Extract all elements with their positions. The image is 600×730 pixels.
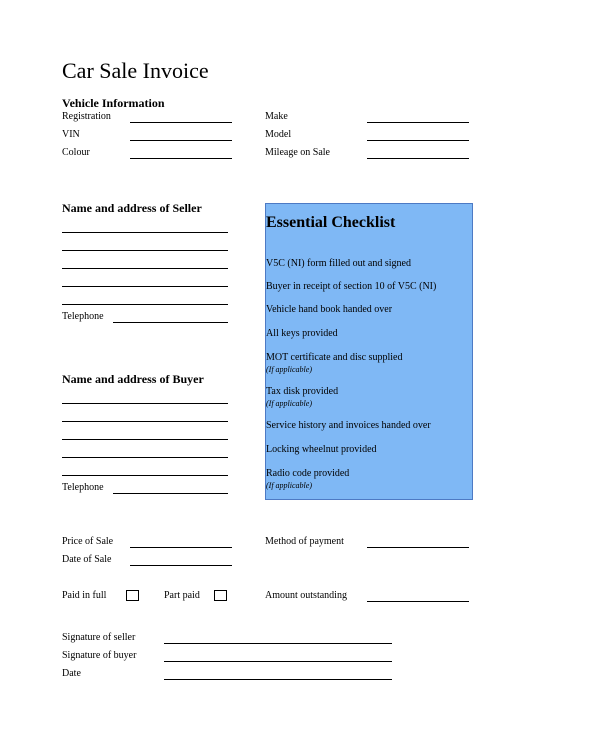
mileage-field[interactable]	[367, 158, 469, 159]
seller-address-line[interactable]	[62, 268, 228, 269]
buyer-telephone-label: Telephone	[62, 482, 104, 493]
checklist-item: Radio code provided	[266, 468, 350, 479]
date-of-sale-label: Date of Sale	[62, 554, 112, 565]
seller-telephone-field[interactable]	[113, 322, 228, 323]
page-title: Car Sale Invoice	[62, 58, 209, 83]
checklist-item: V5C (NI) form filled out and signed	[266, 258, 411, 269]
signature-date-label: Date	[62, 668, 81, 679]
mileage-label: Mileage on Sale	[265, 147, 330, 158]
amount-outstanding-field[interactable]	[367, 601, 469, 602]
price-of-sale-field[interactable]	[130, 547, 232, 548]
checklist-item: All keys provided	[266, 328, 338, 339]
checklist-item: Service history and invoices handed over	[266, 420, 431, 431]
checklist-item: MOT certificate and disc supplied	[266, 352, 403, 363]
part-paid-label: Part paid	[164, 590, 200, 601]
seller-address-line[interactable]	[62, 232, 228, 233]
model-field[interactable]	[367, 140, 469, 141]
signature-date-field[interactable]	[164, 679, 392, 680]
buyer-heading: Name and address of Buyer	[62, 372, 204, 386]
signature-buyer-field[interactable]	[164, 661, 392, 662]
paid-in-full-label: Paid in full	[62, 590, 107, 601]
signature-buyer-label: Signature of buyer	[62, 650, 137, 661]
make-field[interactable]	[367, 122, 469, 123]
buyer-address-line[interactable]	[62, 421, 228, 422]
buyer-address-line[interactable]	[62, 403, 228, 404]
colour-field[interactable]	[130, 158, 232, 159]
vehicle-info-heading: Vehicle Information	[62, 96, 165, 110]
seller-address-line[interactable]	[62, 286, 228, 287]
seller-heading: Name and address of Seller	[62, 201, 202, 215]
method-of-payment-field[interactable]	[367, 547, 469, 548]
colour-label: Colour	[62, 147, 90, 158]
registration-label: Registration	[62, 111, 111, 122]
registration-field[interactable]	[130, 122, 232, 123]
date-of-sale-field[interactable]	[130, 565, 232, 566]
method-of-payment-label: Method of payment	[265, 536, 344, 547]
signature-seller-label: Signature of seller	[62, 632, 136, 643]
checklist-item-note: (If applicable)	[266, 399, 312, 408]
buyer-address-line[interactable]	[62, 439, 228, 440]
buyer-telephone-field[interactable]	[113, 493, 228, 494]
checklist-item: Vehicle hand book handed over	[266, 304, 393, 315]
seller-telephone-label: Telephone	[62, 311, 104, 322]
buyer-address-line[interactable]	[62, 457, 228, 458]
checklist-item: Locking wheelnut provided	[266, 444, 377, 455]
amount-outstanding-label: Amount outstanding	[265, 590, 347, 601]
model-label: Model	[265, 129, 292, 140]
checklist-item-note: (If applicable)	[266, 365, 312, 374]
checklist-item: Buyer in receipt of section 10 of V5C (NI)	[266, 281, 437, 292]
checklist-item: Tax disk provided	[266, 386, 339, 397]
paid-in-full-checkbox[interactable]	[126, 590, 139, 601]
vin-field[interactable]	[130, 140, 232, 141]
make-label: Make	[265, 111, 288, 122]
vin-label: VIN	[62, 129, 80, 140]
essential-checklist	[265, 203, 473, 500]
buyer-address-line[interactable]	[62, 475, 228, 476]
checklist-item-note: (If applicable)	[266, 481, 312, 490]
seller-address-line[interactable]	[62, 250, 228, 251]
part-paid-checkbox[interactable]	[214, 590, 227, 601]
checklist-title: Essential Checklist	[266, 214, 396, 231]
signature-seller-field[interactable]	[164, 643, 392, 644]
seller-address-line[interactable]	[62, 304, 228, 305]
price-of-sale-label: Price of Sale	[62, 536, 114, 547]
